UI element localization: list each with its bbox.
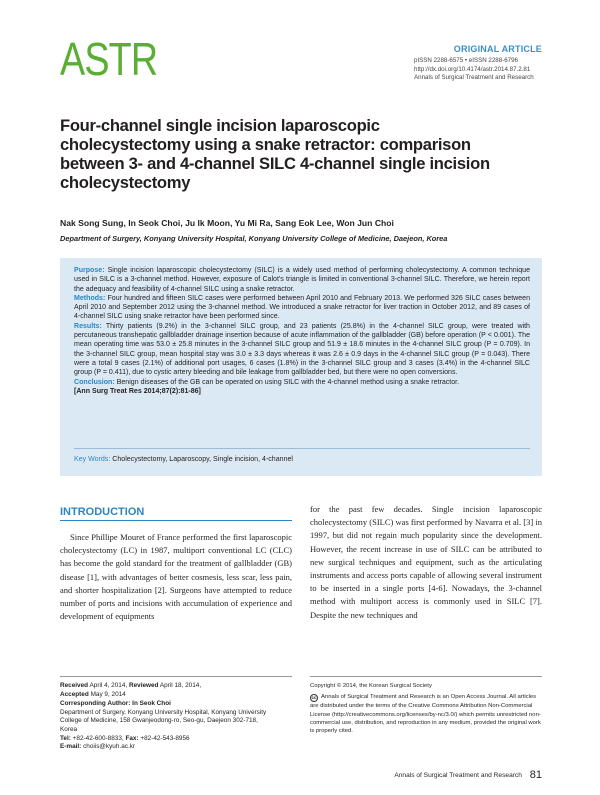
purpose-text: Single incision laparoscopic cholecystectomy (SILC) is a widely used method of performing cholecystectomy. A common technique used in SILC is a 3-channel method. However, exposure of Calot's triangle is limited in conventional 3-channel SILC. Therefore, we herein report the adequacy and feasibility of 4-channel SILC using a snake retractor. [74,267,530,293]
keywords-text: Cholecystectomy, Laparoscopy, Single incision, 4-channel [112,456,293,463]
footnote-rule-left [60,676,292,677]
issn: pISSN 2288-6575 • eISSN 2288-6796 [414,57,518,64]
email-line: E-mail: choiis@kyuh.ac.kr [60,743,136,751]
footer-journal-name: Annals of Surgical Treatment and Research [394,772,522,779]
page-number: 81 [529,769,542,781]
abstract-box [60,258,542,476]
journal-logo: ASTR [60,33,158,85]
methods-label: Methods: [74,294,106,302]
corr-address-3: Korea [60,725,78,733]
email-link[interactable]: choiis@kyuh.ac.kr [83,743,136,751]
results-text: Thirty patients (9.2%) in the 3-channel SILC group, and 23 patients (25.8%) in the 4-channel SILC group, were treated with percutaneous transhepatic gallbladder drainage insertion because of acute inflammation of the gallbladder (GB) before operation (P < 0.001). The mean operating time was 53.0 ± 25.8 minutes in the 3-channel SILC group and 51.9 ± 18.6 minutes in the 4-channel SILC group (P = 0.709). In the 3-channel SILC group, mean hospital stay was 3.0 ± 3.3 days whereas it was 2.6 ± 0.9 days in the 4-channel SILC group (P = 0.043). There were a total 9 cases (2.1%) of additional port usages, 6 cases (1.8%) in the 3-channel SILC group and 3 cases (3.4%) in the 4-channel SILC group (P = 0.411), due to cystic artery bleeding and bile leakage from gallbladder bed, but there were no open conversions. [74,322,530,377]
dates-line: Received April 4, 2014, Reviewed April 18, 2014, [60,682,202,689]
license-footnote [310,682,542,735]
page-footer [394,769,542,781]
corr-address-1: Department of Surgery, Konyang University Hospital, Konyang University [60,708,267,716]
article-title: Four-channel single incision laparoscopic cholecystectomy using a snake retractor: comparison between 3- and 4-channel SILC 4-channel single incision cholecystectomy [60,116,490,192]
keywords-label: Key Words: [74,456,111,463]
footnote-rule-right [310,676,542,677]
body-column-right: for the past few decades. Single incision laparoscopic cholecystectomy (SILC) was first performed by Navarra et al. [3] in 1997, but did not regain much popularity since the development. However, the recent increase in use of SILC can be attributed to new surgical techniques and equipment, such as the articulating instruments and access ports capable of allowing several instrument to be inserted in a single ports [4-6]. Nowadays, the 3-channel method with multiport access is commonly used in SILC [7]. Despite the new techniques and [310,504,542,620]
section-rule [60,520,292,521]
abstract-divider [74,448,530,449]
corresponding-author: Corresponding Author: In Seok Choi [60,700,171,708]
citation-reference: [Ann Surg Treat Res 2014;87(2):81-86] [74,387,201,395]
journal-header-meta [414,44,542,83]
abstract-text [74,266,530,396]
correspondence-footnote [60,682,292,752]
conclusion-text: Benign diseases of the GB can be operated on using SILC with the 4-channel method using a snake retractor. [116,378,460,386]
phone-line: Tel: +82-42-600-8833, Fax: +82-42-543-8956 [60,734,190,742]
section-heading: INTRODUCTION [60,506,145,518]
affiliation: Department of Surgery, Konyang University Hospital, Konyang University College of Medicine, Daejeon, Korea [60,234,448,243]
corr-address-2: College of Medicine, 158 Gwanjeodong-ro, Seo-gu, Daejeon 302-718, [60,717,258,725]
article-type: ORIGINAL ARTICLE [453,44,542,54]
purpose-label: Purpose: [74,267,105,274]
creative-commons-icon: cc [311,695,317,701]
copyright: Copyright © 2014, the Korean Surgical Society [310,683,432,689]
methods-text: Four hundred and fifteen SILC cases were performed between April 2010 and February 2013. We performed 326 SILC cases between April 2010 and September 2012 using the 3-channel method. We introduced a snake retractor for liver traction in October 2012, and 89 cases of 4-channel SILC using snake retractor have been performed since. [74,294,530,321]
journal-name: Annals of Surgical Treatment and Research [414,74,534,82]
author-list: Nak Song Sung, In Seok Choi, Ju Ik Moon, Yu Mi Ra, Sang Eok Lee, Won Jun Choi [60,218,394,228]
license-text: cc Annals of Surgical Treatment and Research is an Open Access Journal. All articles are distributed under the terms of the Creative Commons Attribution Non-Commercial License (http://creativecommons.org/licenses/by-nc/3.0/) which permits unrestricted non-commercial use, distribution, and reproduction in any medium, provided the original work is properly cited. [310,694,541,735]
keywords [74,456,293,463]
doi-link[interactable]: http://dx.doi.org/10.4174/astr.2014.87.2.81 [414,65,531,73]
body-column-left: Since Phillipe Mouret of France performed the first laparoscopic cholecystectomy (LC) in 1987, multiport conventional LC (CLC) has become the gold standard for the treatment of gallbladder (GB) disease [1], with advantages of better cosmesis, less scar, less pain, and shorter hospitalization [2]. Surgeons have attempted to reduce number of ports and incisions with accumulation of experience and development of equipments [60,532,292,622]
results-label: Results: [74,322,102,330]
conclusion-label: Conclusion: [74,378,115,386]
accepted-line: Accepted May 9, 2014 [60,690,126,698]
